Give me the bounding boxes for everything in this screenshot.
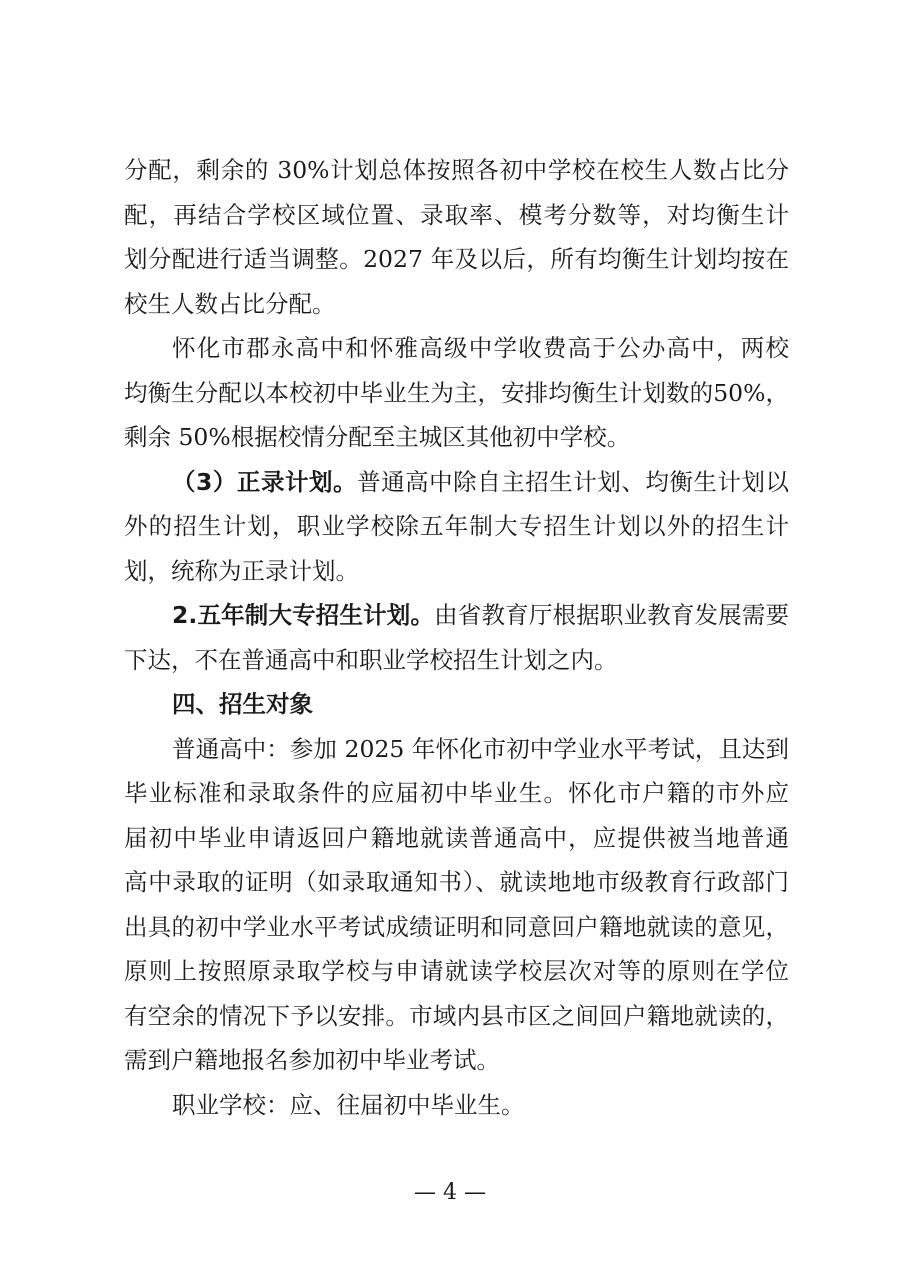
paragraph-line: 外的招生计划，职业学校除五年制大专招生计划以外的招生计 — [124, 512, 789, 540]
paragraph-line: 原则上按照原录取学校与申请就读学校层次对等的原则在学位 — [124, 957, 789, 985]
paragraph-lead-bold: （3）正录计划。 — [172, 468, 358, 496]
paragraph-line: 普通高中：参加 2025 年怀化市初中学业水平考试，且达到 — [172, 735, 789, 763]
paragraph-line: 分配，剩余的 30%计划总体按照各初中学校在校生人数占比分 — [124, 156, 789, 184]
paragraph-line: 届初中毕业申请返回户籍地就读普通高中，应提供被当地普通 — [124, 824, 789, 852]
paragraph-line: 划分配进行适当调整。2027 年及以后，所有均衡生计划均按在 — [124, 245, 789, 273]
paragraph-text: 普通高中除自主招生计划、均衡生计划以 — [357, 468, 789, 496]
paragraph-line: 划，统称为正录计划。 — [124, 557, 359, 585]
paragraph-line: 下达，不在普通高中和职业学校招生计划之内。 — [124, 646, 618, 674]
paragraph-line: 毕业标准和录取条件的应届初中毕业生。怀化市户籍的市外应 — [124, 779, 789, 807]
paragraph-line — [172, 467, 789, 497]
paragraph-line: 职业学校：应、往届初中毕业生。 — [172, 1091, 525, 1119]
paragraph-line: 怀化市郡永高中和怀雅高级中学收费高于公办高中，两校 — [172, 334, 789, 362]
paragraph-line: 有空余的情况下予以安排。市域内县市区之间回户籍地就读的， — [124, 1002, 789, 1030]
paragraph-line: 高中录取的证明（如录取通知书）、就读地地市级教育行政部门 — [124, 868, 789, 896]
paragraph-line: 配，再结合学校区域位置、录取率、模考分数等，对均衡生计 — [124, 201, 789, 229]
paragraph-lead-bold: 2.五年制大专招生计划。 — [172, 601, 435, 629]
paragraph-line: 出具的初中学业水平考试成绩证明和同意回户籍地就读的意见， — [124, 913, 789, 941]
paragraph-line: 校生人数占比分配。 — [124, 290, 336, 318]
paragraph-line: 剩余 50%根据校情分配至主城区其他初中学校。 — [124, 423, 631, 451]
paragraph-line: 均衡生分配以本校初中毕业生为主，安排均衡生计划数的50%， — [124, 379, 789, 407]
paragraph-line — [172, 600, 789, 630]
paragraph-text: 由省教育厅根据职业教育发展需要 — [434, 601, 789, 629]
section-heading: 四、招生对象 — [172, 690, 313, 718]
paragraph-line: 需到户籍地报名参加初中毕业考试。 — [124, 1046, 500, 1074]
page-number: — 4 — — [414, 1180, 486, 1205]
